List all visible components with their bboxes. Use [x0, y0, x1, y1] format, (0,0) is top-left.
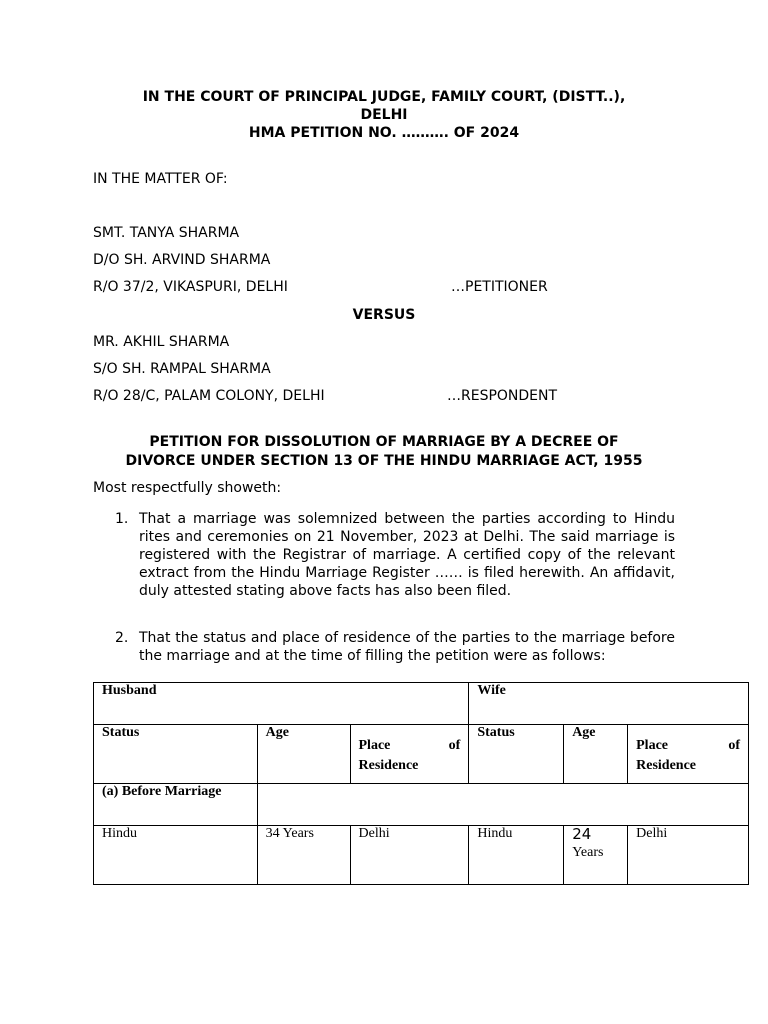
husband-age-header: Age	[257, 725, 350, 784]
petition-title-line1: PETITION FOR DISSOLUTION OF MARRIAGE BY A DECREE OF	[149, 434, 619, 450]
petitioner-tag: …PETITIONER	[451, 279, 548, 295]
paragraph-number-1: 1.	[115, 511, 129, 527]
petitioner-name: SMT. TANYA SHARMA	[93, 225, 240, 241]
table-row	[94, 683, 749, 725]
respondent-relation: S/O SH. RAMPAL SHARMA	[93, 361, 271, 377]
table-row	[94, 826, 749, 885]
showeth-line: Most respectfully showeth:	[93, 480, 282, 496]
paragraph-number-2: 2.	[115, 630, 129, 646]
wife-age-value	[564, 826, 628, 885]
wife-header: Wife	[469, 683, 749, 725]
wife-age-header: Age	[564, 725, 628, 784]
court-heading-line2: DELHI	[360, 107, 408, 123]
petition-title-line2: DIVORCE UNDER SECTION 13 OF THE HINDU MARRIAGE ACT, 1955	[125, 453, 643, 469]
respondent-residence: R/O 28/C, PALAM COLONY, DELHI	[93, 388, 325, 404]
table-row	[94, 784, 749, 826]
matter-of: IN THE MATTER OF:	[93, 171, 228, 187]
husband-place-header	[350, 725, 469, 784]
place-label: Place	[636, 738, 668, 753]
place-label: Place	[358, 738, 391, 753]
residence-label: Residence	[636, 758, 697, 773]
wife-age-unit: Years	[572, 845, 604, 860]
court-heading-line1: IN THE COURT OF PRINCIPAL JUDGE, FAMILY COURT, (DISTT..),	[142, 89, 626, 105]
wife-place-header	[628, 725, 749, 784]
husband-age-value: 34 Years	[257, 826, 350, 885]
versus-heading: VERSUS	[352, 307, 416, 323]
table-row	[94, 725, 749, 784]
petitioner-relation: D/O SH. ARVIND SHARMA	[93, 252, 271, 268]
section-empty-cell	[257, 784, 748, 826]
residence-label: Residence	[358, 758, 419, 773]
husband-header: Husband	[94, 683, 469, 725]
paragraph-2-text: That the status and place of residence of the parties to the marriage before the marriage and at the time of filling the petition were as follows:	[139, 630, 675, 664]
husband-status-header: Status	[94, 725, 258, 784]
husband-place-value: Delhi	[350, 826, 469, 885]
paragraph-1-text: That a marriage was solemnized between the parties according to Hindu rites and ceremonies on 21 November, 2023 at Delhi. The said marriage is registered with the Registrar of marriage. A certified copy of the relevant extract from the Hindu Marriage Register …… is filed herewith. An affidavit, duly attested stating above facts has also been filed.	[139, 511, 675, 599]
place-of-label: of	[728, 738, 740, 753]
petition-number: HMA PETITION NO. ………. OF 2024	[248, 125, 520, 141]
status-residence-table	[93, 682, 749, 885]
wife-status-value: Hindu	[469, 826, 564, 885]
wife-status-header: Status	[469, 725, 564, 784]
place-of-label: of	[448, 738, 461, 753]
respondent-tag: …RESPONDENT	[447, 388, 558, 404]
section-before-marriage: (a) Before Marriage	[94, 784, 258, 826]
petitioner-residence: R/O 37/2, VIKASPURI, DELHI	[93, 279, 288, 295]
husband-status-value: Hindu	[94, 826, 258, 885]
wife-place-value: Delhi	[628, 826, 749, 885]
wife-age-number: 24	[572, 825, 592, 843]
respondent-name: MR. AKHIL SHARMA	[93, 334, 230, 350]
